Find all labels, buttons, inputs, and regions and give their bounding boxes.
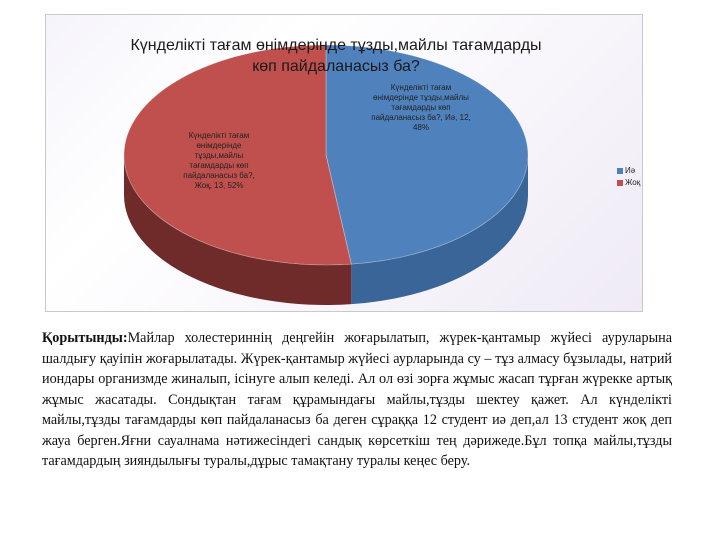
conclusion-heading: Қорытынды: — [42, 330, 128, 346]
legend-label-yes: Иә — [625, 166, 636, 175]
legend-item-yes — [617, 165, 640, 177]
chart-area — [45, 14, 643, 312]
legend — [617, 165, 640, 189]
data-label-yes: Күнделікті тағам өнімдерінде тұзды,майлы тағамдарды көп пайдаланасыз ба?, Иә, 12, 48% — [371, 83, 471, 132]
data-label-no: Күнделікті тағам өнімдерінде тұзды,майлы тағамдарды көп пайдаланасыз ба?, Жоқ, 13, 52% — [183, 131, 255, 190]
conclusion-text: Майлар холестериннің деңгейін жоғарылатып, жүрек-қантамыр жүйесі ауруларына шалдығу қауіпін жоғарылатады. Жүрек-қантамыр жүйесі аурларында су – тұз алмасу бұзылады, натрий иондары организмде жиналып, ісінуге алып келеді. Ал ол өзі зорға жұмыс жасап тұрған жүрекке артық жұмыс жасатады. Сондықтан тағам құрамындағы майлы,тұзды шектеу қажет. Ал күнделікті майлы,тұзды тағамдарды көп пайдаланасыз ба деген сұраққа 12 студент иә деп,ал 13 студент жоқ деп жауа берген.Яғни сауалнама нәтижесіндегі сандық көрсеткіш тең дәрижеде.Бұл топқа майлы,тұзды тағамдардың зияндылығы туралы,дұрыс тамақтану туралы кеңес беру. — [42, 330, 672, 469]
legend-item-no — [617, 177, 640, 189]
conclusion-paragraph — [42, 328, 672, 472]
legend-swatch-yes — [617, 168, 623, 174]
legend-label-no: Жоқ — [625, 178, 641, 187]
legend-swatch-no — [617, 180, 623, 186]
chart-title: Күнделікті тағам өнімдерінде тұзды,майлы тағамдарды көп пайдаланасыз ба? — [130, 37, 542, 75]
